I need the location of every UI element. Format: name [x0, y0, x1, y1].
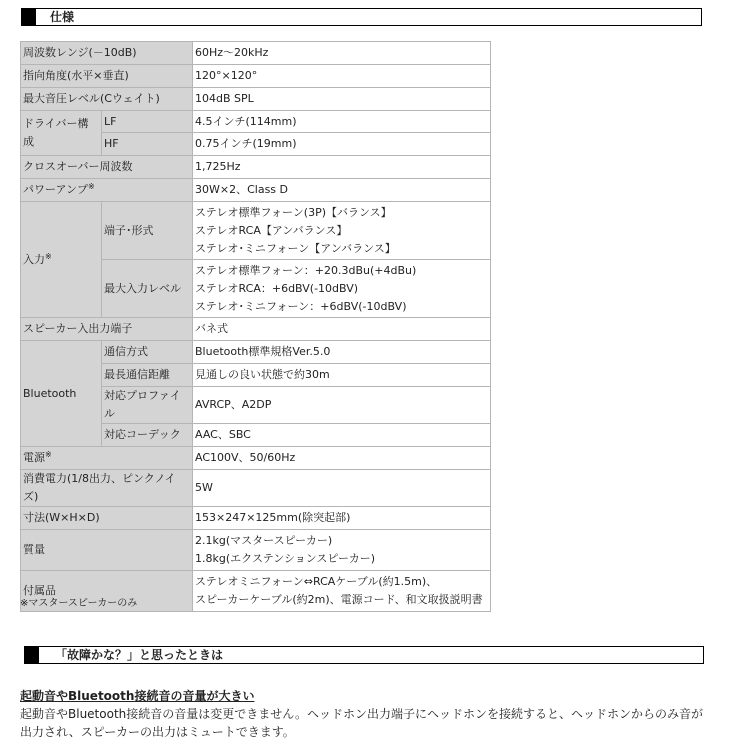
row-label [21, 179, 193, 202]
faq-answer: 起動音やBluetooth接続音の音量は変更できません。ヘッドホン出力端子にヘッドホンを接続すると、ヘッドホンからのみ音が出力され、スピーカーの出力はミュートできます。 [20, 707, 703, 739]
row-value: 120°×120° [193, 65, 491, 88]
row-label: Bluetooth [21, 341, 102, 447]
row-label: 周波数レンジ(－10dB) [21, 42, 193, 65]
row-value: 4.5インチ(114mm) [193, 111, 491, 133]
spec-table [20, 41, 491, 612]
table-row [21, 470, 491, 507]
row-label: 最大音圧レベル(Cウェイト) [21, 88, 193, 111]
row-value: AAC、SBC [193, 424, 491, 447]
row-value: AVRCP、A2DP [193, 387, 491, 424]
sub-label: 最長通信距離 [102, 364, 193, 387]
table-row [21, 42, 491, 65]
faq-question: 起動音やBluetooth接続音の音量が大きい [20, 689, 255, 703]
table-row [21, 156, 491, 179]
row-value: 5W [193, 470, 491, 507]
row-value: 60Hz～20kHz [193, 42, 491, 65]
value-line: ステレオ･ミニフォーン【アンバランス】 [195, 241, 396, 255]
row-label: ドライバー構成 [21, 111, 102, 156]
row-value: 30W×2、Class D [193, 179, 491, 202]
row-value: Bluetooth標準規格Ver.5.0 [193, 341, 491, 364]
table-row [21, 88, 491, 111]
row-value [193, 260, 491, 318]
row-label: 寸法(W×H×D) [21, 507, 193, 530]
row-value: バネ式 [193, 318, 491, 341]
section-marker [22, 9, 36, 25]
value-line: 2.1kg(マスタースピーカー) [195, 534, 333, 547]
label-text: 入力 [23, 252, 45, 266]
section-title: 仕様 [50, 10, 75, 24]
row-value [193, 530, 491, 571]
note-mark: ※ [45, 251, 52, 261]
spec-section-header [21, 8, 702, 26]
row-value: AC100V、50/60Hz [193, 447, 491, 470]
table-row [21, 447, 491, 470]
sub-label: LF [102, 111, 193, 133]
note-mark: ※ [88, 182, 95, 191]
row-value [193, 571, 491, 612]
table-row [21, 530, 491, 571]
section-title: 「故障かな？」と思ったときは [55, 648, 224, 662]
row-value: 0.75インチ(19mm) [193, 133, 491, 156]
label-text: パワーアンプ [23, 183, 89, 196]
row-label [21, 447, 193, 470]
row-label [21, 202, 102, 318]
value-line: ステレオRCA【アンバランス】 [195, 223, 348, 237]
value-line: 1.8kg(エクステンションスピーカー) [195, 552, 376, 565]
row-label: クロスオーバー周波数 [21, 156, 193, 179]
sub-label: 通信方式 [102, 341, 193, 364]
row-value: 104dB SPL [193, 88, 491, 111]
table-row [21, 507, 491, 530]
sub-label: 対応コーデック [102, 424, 193, 447]
sub-label: 最大入力レベル [102, 260, 193, 318]
note-mark: ※ [45, 450, 52, 459]
value-line: ステレオ標準フォーン：+20.3dBu(+4dBu) [195, 263, 417, 277]
section-marker [25, 647, 39, 663]
table-row [21, 65, 491, 88]
row-value: 153×247×125mm(除突起部) [193, 507, 491, 530]
row-label: スピーカー入出力端子 [21, 318, 193, 341]
sub-label: HF [102, 133, 193, 156]
value-line: スピーカーケーブル(約2m)、電源コード、和文取扱説明書 [195, 593, 483, 606]
value-line: ステレオ標準フォーン(3P)【バランス】 [195, 205, 392, 219]
row-value: 1,725Hz [193, 156, 491, 179]
row-label: 質量 [21, 530, 193, 571]
sub-label: 端子･形式 [102, 202, 193, 260]
value-line: ステレオ･ミニフォーン：+6dBV(-10dBV) [195, 299, 407, 313]
value-line: ステレオミニフォーン⇔RCAケーブル(約1.5m)、 [195, 575, 438, 588]
troubleshoot-section-header [24, 646, 704, 664]
row-label: 消費電力(1/8出力、ピンクノイズ) [21, 470, 193, 507]
footnote: ※マスタースピーカーのみ [20, 598, 138, 609]
table-row [21, 318, 491, 341]
table-row [21, 179, 491, 202]
label-text: 電源 [23, 451, 45, 464]
table-row [21, 202, 491, 260]
row-label: 指向角度(水平×垂直) [21, 65, 193, 88]
row-value: 見通しの良い状態で約30m [193, 364, 491, 387]
row-value [193, 202, 491, 260]
row-label: 付属品 [21, 571, 193, 612]
table-row [21, 111, 491, 133]
table-row [21, 341, 491, 364]
value-line: ステレオRCA：+6dBV(-10dBV) [195, 281, 359, 295]
sub-label: 対応プロファイル [102, 387, 193, 424]
